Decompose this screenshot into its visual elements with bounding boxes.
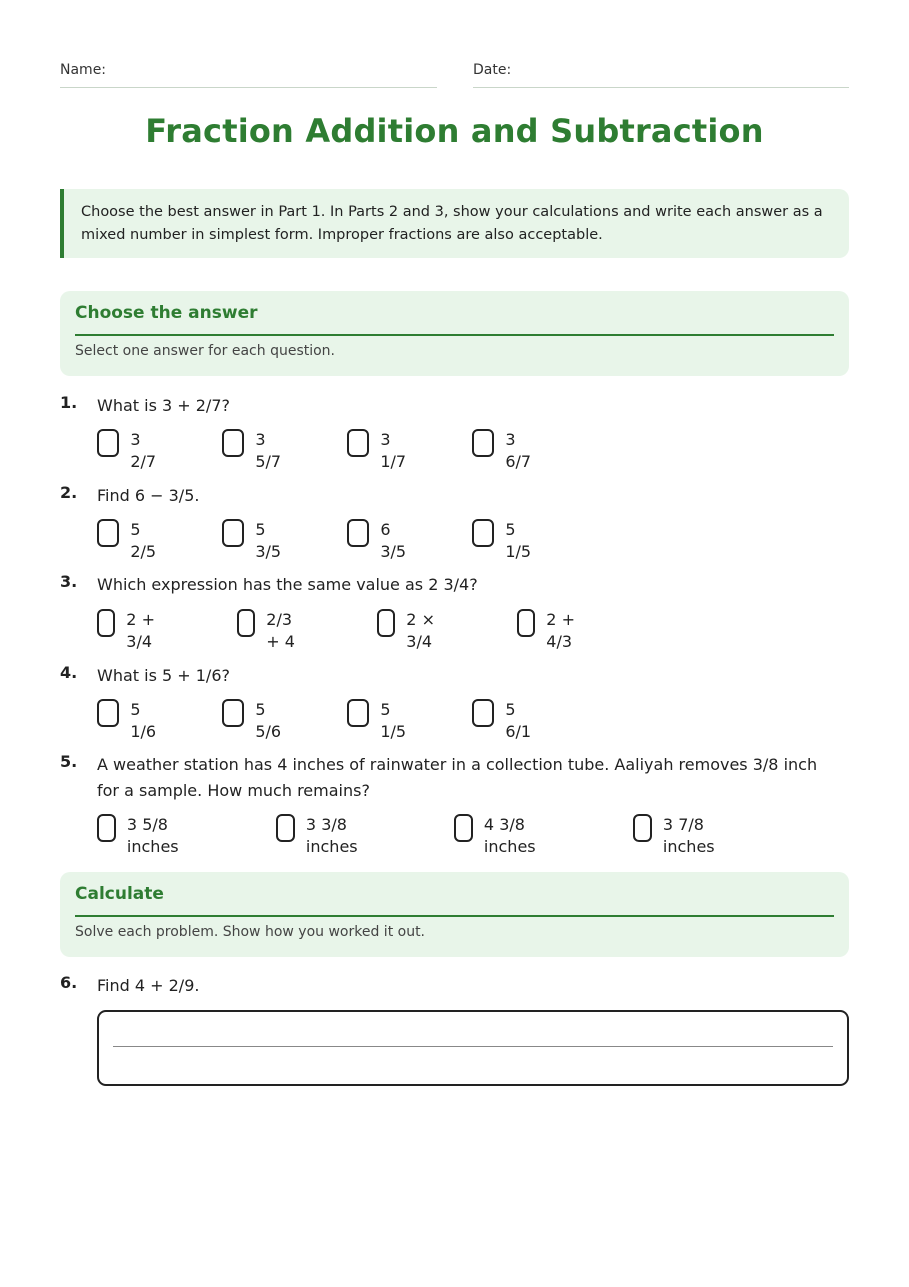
option-a[interactable] [97, 699, 162, 741]
option-a[interactable] [97, 429, 162, 471]
checkbox[interactable] [97, 429, 119, 457]
section-subtitle: Solve each problem. Show how you worked it out. [75, 924, 426, 940]
option-label: 2 + 4/3 [546, 610, 575, 651]
option-c[interactable] [454, 814, 545, 856]
section-calculate [60, 872, 849, 957]
answer-box[interactable] [97, 1010, 849, 1086]
option-d[interactable] [472, 429, 537, 471]
page-title: Fraction Addition and Subtraction [145, 112, 764, 150]
checkbox[interactable] [347, 699, 369, 727]
option-label: 5 1/5 [505, 520, 532, 561]
name-field[interactable] [60, 62, 437, 88]
question-4 [60, 663, 849, 741]
option-label: 5 1/6 [130, 700, 157, 741]
question-number: 1. [60, 393, 78, 412]
question-2 [60, 483, 849, 561]
checkbox[interactable] [472, 519, 494, 547]
option-label: 4 3/8 inches [483, 815, 536, 856]
option-label: 3 5/8 inches [126, 815, 179, 856]
question-number: 3. [60, 572, 78, 591]
option-b[interactable] [222, 699, 287, 741]
checkbox[interactable] [472, 429, 494, 457]
checkbox[interactable] [222, 519, 244, 547]
option-c[interactable] [347, 699, 412, 741]
option-label: 5 2/5 [130, 520, 157, 561]
option-d[interactable] [633, 814, 724, 856]
option-label: 2 × 3/4 [406, 610, 435, 651]
option-label: 2 + 3/4 [126, 610, 155, 651]
option-label: 6 3/5 [380, 520, 407, 561]
section-title: Calculate [75, 883, 834, 917]
option-a[interactable] [97, 814, 188, 856]
question-5 [60, 752, 849, 856]
checkbox[interactable] [97, 519, 119, 547]
question-6 [60, 973, 849, 1003]
option-a[interactable] [97, 609, 162, 651]
option-label: 5 3/5 [255, 520, 282, 561]
option-label: 3 1/7 [380, 430, 407, 471]
option-label: 5 1/5 [380, 700, 407, 741]
checkbox[interactable] [97, 814, 116, 842]
option-b[interactable] [276, 814, 367, 856]
answer-line [113, 1046, 833, 1047]
question-number: 2. [60, 483, 78, 502]
checkbox[interactable] [222, 699, 244, 727]
date-field[interactable] [473, 62, 849, 88]
question-text: What is 3 + 2/7? [97, 396, 230, 415]
option-d[interactable] [517, 609, 582, 651]
question-number: 5. [60, 752, 78, 771]
section-title: Choose the answer [75, 302, 834, 336]
option-d[interactable] [472, 519, 537, 561]
option-label: 5 6/1 [505, 700, 532, 741]
checkbox[interactable] [472, 699, 494, 727]
option-b[interactable] [222, 429, 287, 471]
option-b[interactable] [237, 609, 302, 651]
option-label: 3 3/8 inches [305, 815, 358, 856]
question-number: 4. [60, 663, 78, 682]
question-text: Which expression has the same value as 2 3/4? [97, 575, 478, 594]
checkbox[interactable] [276, 814, 295, 842]
option-label: 3 7/8 inches [662, 815, 715, 856]
checkbox[interactable] [97, 609, 115, 637]
option-label: 2/3 + 4 [266, 610, 295, 651]
name-label: Name: [60, 62, 107, 78]
option-d[interactable] [472, 699, 537, 741]
date-label: Date: [473, 62, 512, 78]
section-choose-answer [60, 291, 849, 376]
checkbox[interactable] [454, 814, 473, 842]
checkbox[interactable] [377, 609, 395, 637]
question-text: A weather station has 4 inches of rainwater in a collection tube. Aaliyah removes 3/8 inch for a sample. How much remains? [97, 755, 818, 800]
checkbox[interactable] [237, 609, 255, 637]
option-label: 3 5/7 [255, 430, 282, 471]
option-c[interactable] [377, 609, 442, 651]
option-c[interactable] [347, 519, 412, 561]
checkbox[interactable] [347, 429, 369, 457]
question-1 [60, 393, 849, 471]
question-number: 6. [60, 973, 78, 992]
option-label: 3 6/7 [505, 430, 532, 471]
option-b[interactable] [222, 519, 287, 561]
checkbox[interactable] [517, 609, 535, 637]
option-label: 5 5/6 [255, 700, 282, 741]
option-a[interactable] [97, 519, 162, 561]
question-text: What is 5 + 1/6? [97, 666, 230, 685]
option-label: 3 2/7 [130, 430, 157, 471]
header-fields [60, 62, 849, 88]
checkbox[interactable] [97, 699, 119, 727]
checkbox[interactable] [347, 519, 369, 547]
instructions-box: Choose the best answer in Part 1. In Parts 2 and 3, show your calculations and write each answer as a mixed number in simplest form. Improper fractions are also acceptable. [60, 189, 849, 258]
checkbox[interactable] [222, 429, 244, 457]
section-subtitle: Select one answer for each question. [75, 343, 336, 359]
checkbox[interactable] [633, 814, 652, 842]
question-text: Find 6 − 3/5. [97, 486, 200, 505]
option-c[interactable] [347, 429, 412, 471]
question-text: Find 4 + 2/9. [97, 976, 200, 995]
question-3 [60, 572, 849, 651]
